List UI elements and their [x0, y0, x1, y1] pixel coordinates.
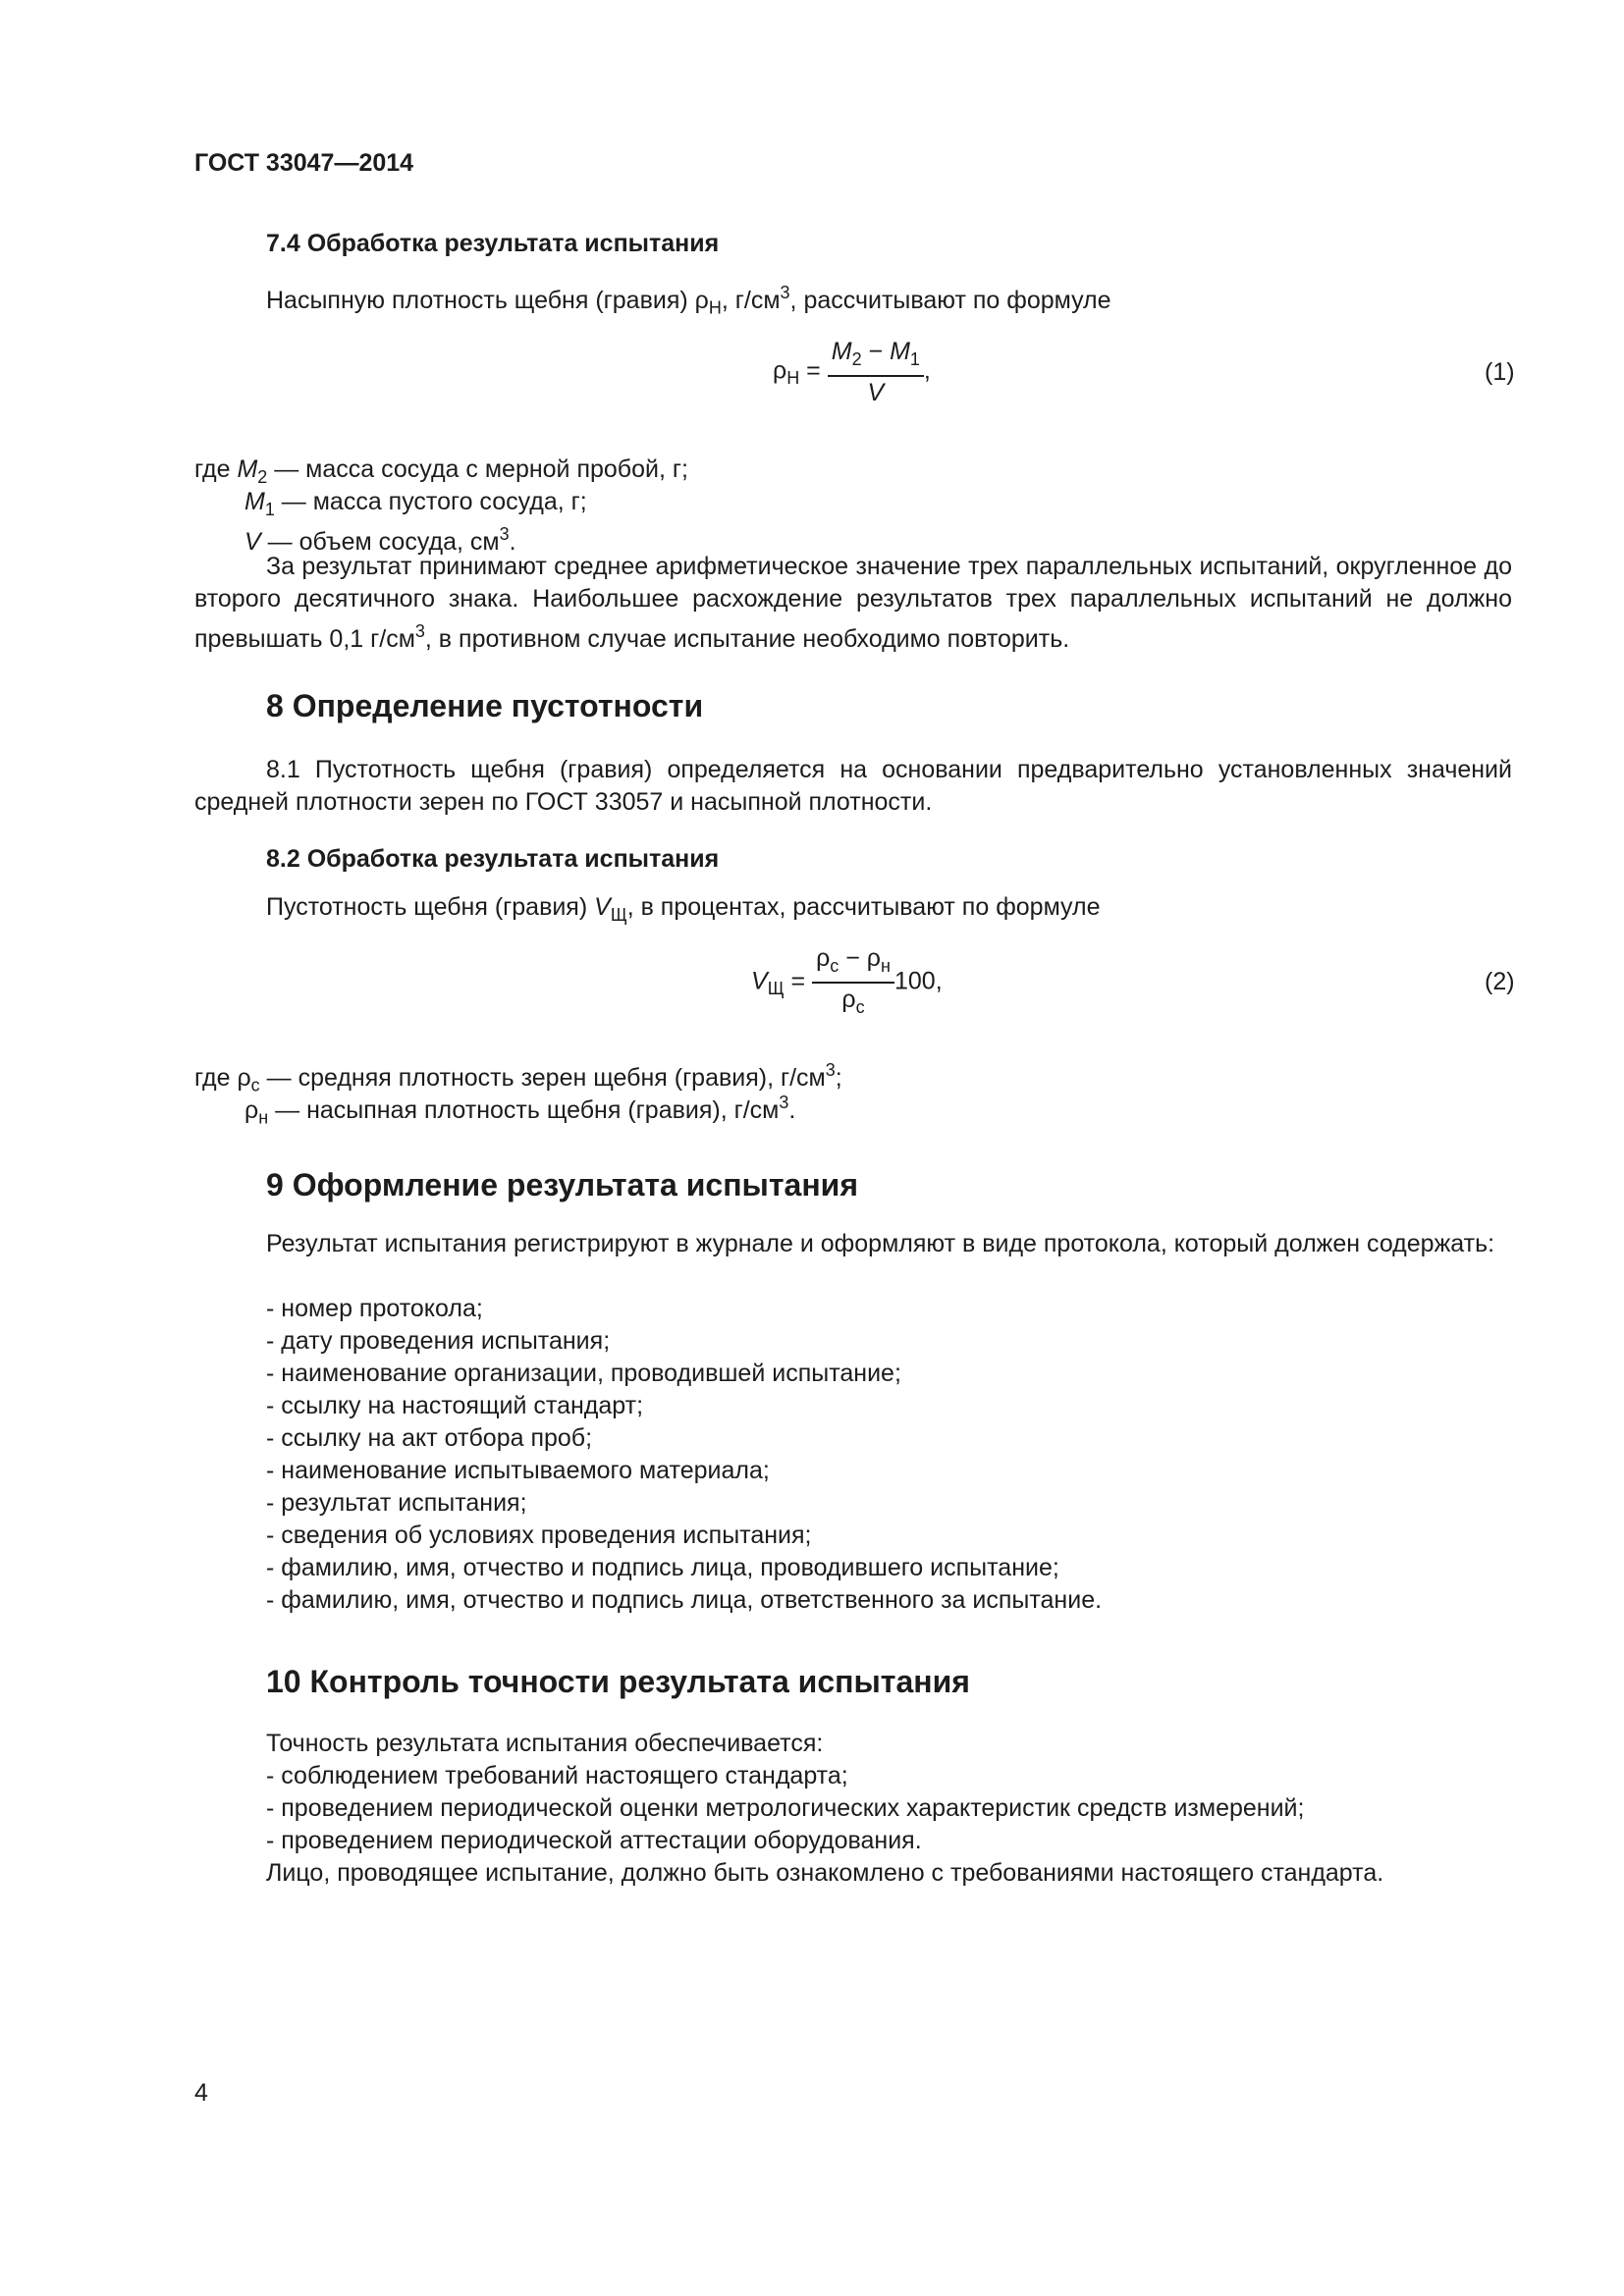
page-number: 4 [194, 2079, 208, 2107]
where-prefix: где [194, 1063, 238, 1092]
list-item: - соблюдением требований настоящего стандарта; [266, 1762, 848, 1789]
where-sup: 3 [779, 1093, 789, 1112]
where-text: — масса пустого сосуда, г; [274, 488, 587, 515]
result-sup: 3 [414, 621, 425, 641]
list-item: - наименование испытываемого материала; [266, 1457, 770, 1484]
where-text: — насыпная плотность щебня (гравия), г/см [268, 1095, 780, 1124]
numerator-b: ρ [866, 944, 882, 972]
numerator-a-sub: 2 [851, 348, 862, 369]
where-symbol: ρ [237, 1063, 251, 1092]
result-text: За результат принимают среднее арифметическое значение трех параллельных испытаний, округленное до второго десятичного знака. Наибольшее расхождение результатов трех параллельных испытаний не должно превышать 0,1 г/см [194, 553, 1512, 653]
equals-sign: = [799, 356, 828, 385]
section-7-4-heading: 7.4 Обработка результата испытания [266, 230, 720, 257]
equation-number-1: (1) [1485, 358, 1515, 386]
list-item: - сведения об условиях проведения испытания; [266, 1522, 812, 1549]
list-item: - проведением периодической аттестации оборудования. [266, 1827, 922, 1854]
numerator-b-sub: н [881, 955, 891, 976]
list-item: - наименование организации, проводившей испытание; [266, 1360, 901, 1387]
where-sub: 2 [257, 466, 268, 487]
formula-lhs-sub: Щ [767, 979, 785, 999]
section-10-intro: Точность результата испытания обеспечивается: [266, 1730, 824, 1757]
numerator-b-sub: 1 [909, 348, 920, 369]
where-end: ; [835, 1063, 842, 1092]
where-symbol: M [244, 488, 265, 515]
section-9-list [266, 1293, 1102, 1617]
list-item: - ссылку на настоящий стандарт; [266, 1392, 644, 1419]
list-item: - проведением периодической оценки метрологических характеристик средств измерений; [266, 1794, 1305, 1822]
equals-sign: = [784, 967, 813, 995]
unit-exponent: 3 [780, 283, 790, 302]
where-line [244, 1087, 795, 1135]
section-10-heading: 10 Контроль точности результата испытания [266, 1664, 970, 1699]
section-7-4-intro [266, 277, 1111, 325]
list-item: - дату проведения испытания; [266, 1327, 611, 1355]
section-7-4-result-paragraph [194, 551, 1512, 656]
list-item: - результат испытания; [266, 1489, 527, 1517]
minus-sign: − [839, 944, 867, 972]
where-sub: с [250, 1075, 260, 1095]
denominator-sub: с [855, 996, 865, 1017]
document-header: ГОСТ 33047—2014 [194, 149, 414, 177]
minus-sign: − [861, 338, 891, 365]
where-end: . [788, 1095, 796, 1124]
where-text: — масса сосуда с мерной пробой, г; [267, 455, 688, 483]
section-9-heading: 9 Оформление результата испытания [266, 1167, 858, 1202]
where-end: . [509, 527, 516, 556]
list-item: - фамилию, имя, отчество и подпись лица, ответственного за испытание. [266, 1586, 1103, 1614]
numerator-a: ρ [816, 944, 831, 972]
numerator-a-sub: с [830, 955, 839, 976]
where-prefix: где [194, 455, 238, 483]
denominator [828, 377, 924, 408]
formula-trail: , [923, 356, 931, 385]
intro-tail: , рассчитывают по формуле [789, 286, 1111, 314]
where-sub: н [258, 1107, 269, 1128]
rho-subscript: Н [708, 297, 722, 318]
formula-lhs: V [751, 967, 768, 995]
denominator-v: V [867, 378, 885, 406]
equation-number-2: (2) [1485, 968, 1515, 995]
formula-2 [751, 942, 943, 1023]
intro-tail: , в процентах, рассчитывают по формуле [626, 893, 1101, 921]
where-symbol: ρ [244, 1095, 259, 1124]
formula-trail: 100, [893, 967, 943, 995]
intro-text: Насыпную плотность щебня (гравия) [266, 286, 695, 314]
formula-lhs: ρ [773, 356, 787, 385]
section-10-body [266, 1728, 1383, 1890]
numerator [812, 942, 894, 984]
v-symbol: V [594, 893, 611, 921]
section-10-closing: Лицо, проводящее испытание, должно быть ознакомлено с требованиями настоящего стандарта. [266, 1859, 1384, 1887]
intro-text: Пустотность щебня (гравия) [266, 893, 595, 921]
section-8-2-intro [266, 891, 1100, 932]
where-symbol: V [244, 527, 261, 556]
formula-lhs-sub: Н [786, 368, 800, 389]
section-8-heading: 8 Определение пустотности [266, 688, 704, 723]
denominator-rho: ρ [841, 985, 856, 1013]
section-8-2-heading: 8.2 Обработка результата испытания [266, 845, 720, 873]
numerator [828, 336, 924, 377]
fraction [828, 336, 924, 408]
list-item: - ссылку на акт отбора проб; [266, 1424, 593, 1452]
formula-1 [773, 336, 931, 408]
result-tail: , в противном случае испытание необходимо повторить. [424, 624, 1070, 653]
unit-text: , г/см [721, 286, 781, 314]
numerator-b: M [890, 338, 910, 365]
list-item: - фамилию, имя, отчество и подпись лица, проводившего испытание; [266, 1554, 1059, 1581]
fraction [812, 942, 894, 1023]
section-8-1-paragraph: 8.1 Пустотность щебня (гравия) определяется на основании предварительно установленных значений средней плотности зерен по ГОСТ 33057 и насыпной плотности. [194, 756, 1512, 816]
where-sup: 3 [499, 524, 510, 544]
list-item: - номер протокола; [266, 1295, 483, 1322]
section-9-intro: Результат испытания регистрируют в журнале и оформляют в виде протокола, который должен содержать: [266, 1230, 1495, 1257]
numerator-a: M [831, 338, 852, 365]
rho-symbol: ρ [694, 286, 709, 314]
denominator [812, 984, 894, 1023]
v-subscript: Щ [610, 904, 627, 925]
where-text: — объем сосуда, см [260, 527, 500, 556]
where-symbol: M [237, 455, 258, 483]
where-sup: 3 [825, 1060, 836, 1080]
where-sub: 1 [264, 499, 275, 519]
where-text: — средняя плотность зерен щебня (гравия), г/см [259, 1063, 826, 1092]
